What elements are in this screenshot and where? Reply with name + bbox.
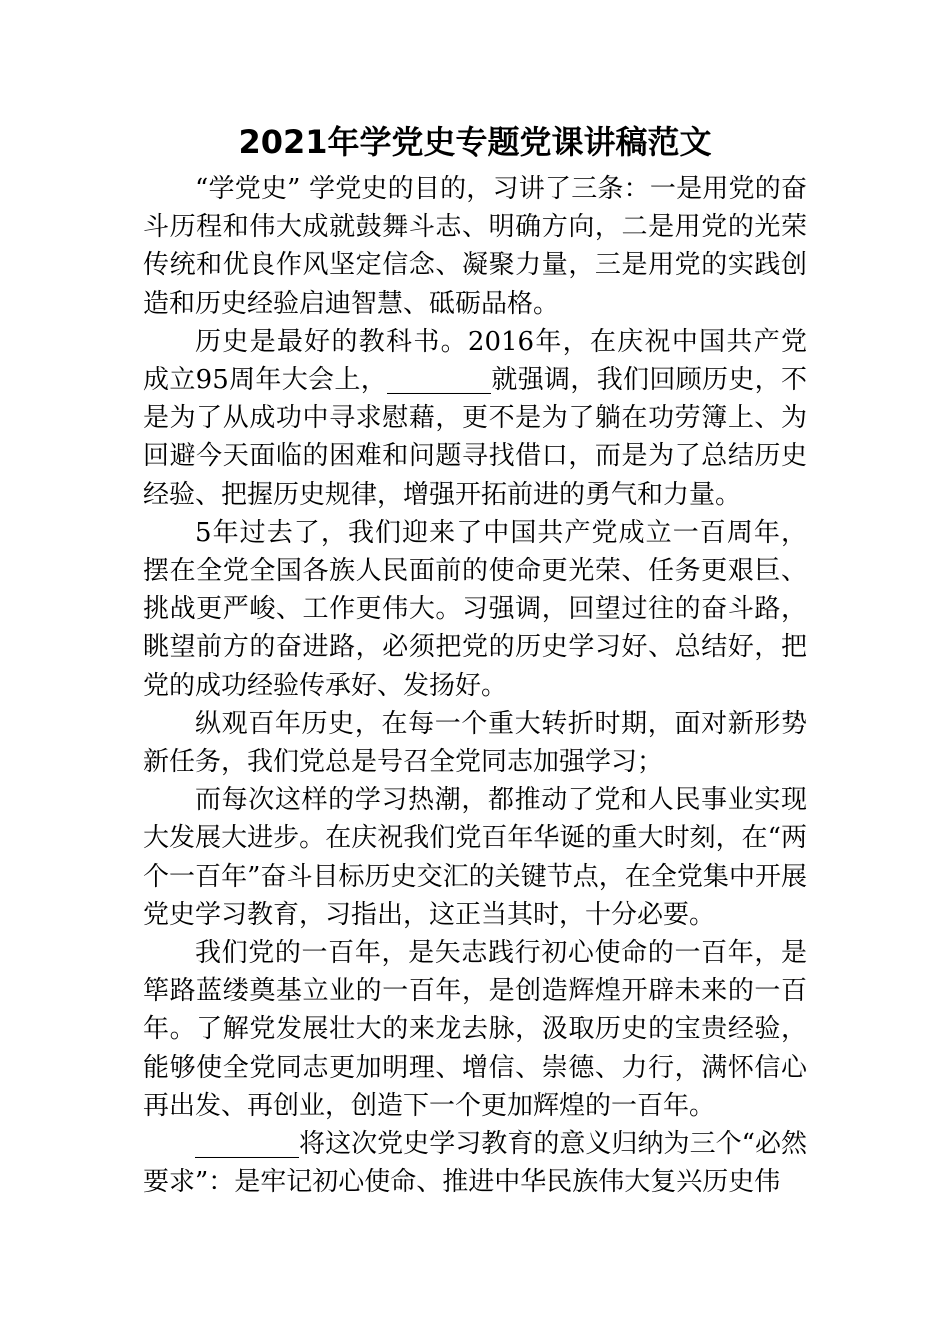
- paragraph-5: 而每次这样的学习热潮，都推动了党和人民事业实现大发展大进步。在庆祝我们党百年华诞的重大时刻，在“两个一百年”奋斗目标历史交汇的关键节点，在全党集中开展党史学习教育，习指出，这正当其时，十分必要。: [143, 785, 807, 930]
- paragraph-7: ________将这次党史学习教育的意义归纳为三个“必然要求”：是牢记初心使命、推进中华民族伟大复兴历史伟: [143, 1129, 807, 1198]
- paragraph-6: 我们党的一百年，是矢志践行初心使命的一百年，是筚路蓝缕奠基立业的一百年，是创造辉煌开辟未来的一百年。了解党发展壮大的来龙去脉，汲取历史的宝贵经验，能够使全党同志更加明理、增信、崇德、力行，满怀信心再出发、再创业，创造下一个更加辉煌的一百年。: [143, 938, 807, 1121]
- document-title: 2021年学党史专题党课讲稿范文: [238, 123, 712, 161]
- paragraph-1: “学党史” 学党史的目的，习讲了三条：一是用党的奋斗历程和伟大成就鼓舞斗志、明确方向，二是用党的光荣传统和优良作风坚定信念、凝聚力量，三是用党的实践创造和历史经验启迪智慧、砥砺品格。: [143, 174, 807, 319]
- paragraph-2: 历史是最好的教科书。2016年，在庆祝中国共产党成立95周年大会上，________就强调，我们回顾历史，不是为了从成功中寻求慰藉，更不是为了躺在功劳簿上、为回避今天面临的困难和问题寻找借口，而是为了总结历史经验、把握历史规律，增强开拓前进的勇气和力量。: [143, 326, 807, 510]
- document-body: [143, 170, 807, 1201]
- paragraph-3: 5年过去了，我们迎来了中国共产党成立一百周年，摆在全党全国各族人民面前的使命更光荣、任务更艰巨、挑战更严峻、工作更伟大。习强调，回望过往的奋斗路，眺望前方的奋进路，必须把党的历史学习好、总结好，把党的成功经验传承好、发扬好。: [143, 517, 807, 701]
- paragraph-4: 纵观百年历史，在每一个重大转折时期，面对新形势新任务，我们党总是号召全党同志加强学习；: [143, 708, 807, 778]
